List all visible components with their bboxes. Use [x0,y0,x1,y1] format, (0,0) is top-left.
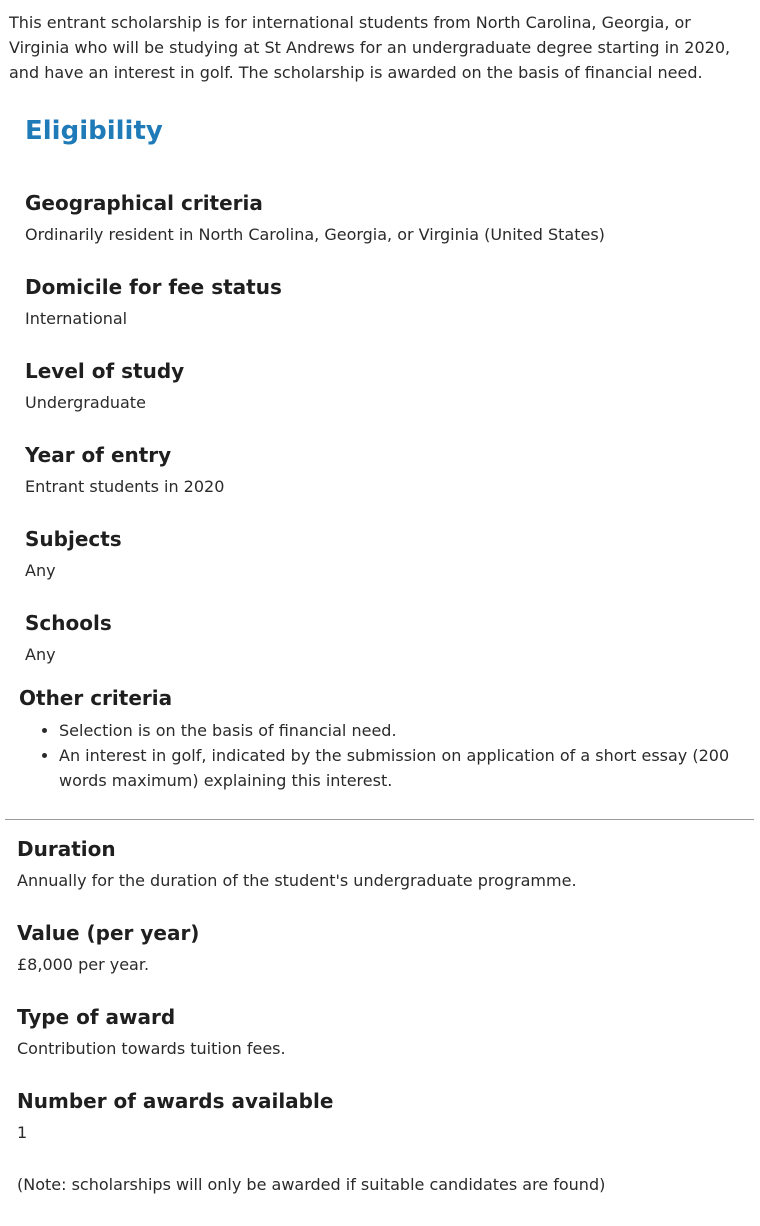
award-label: Duration [17,837,116,861]
criterion-value: Any [25,645,56,664]
list-item: • An interest in golf, indicated by the submission on application of a short essay (200 words maximum) explaining this interest. [59,743,739,793]
section-divider [5,819,754,820]
award-value: Contribution towards tuition fees. [17,1039,286,1058]
award-type [17,1003,737,1061]
note-text: (Note: scholarships will only be awarded if suitable candidates are found) [17,1175,606,1194]
intro-paragraph: This entrant scholarship is for international students from North Carolina, Georgia, or Virginia who will be studying at St Andrews for an undergraduate degree starting in 2020, and have an interest in golf. The scholarship is awarded on the basis of financial need. [9,13,731,82]
criterion-label: Domicile for fee status [25,275,282,299]
criterion-year-of-entry [25,441,725,499]
criterion-value: Ordinarily resident in North Carolina, Georgia, or Virginia (United States) [25,225,605,244]
criterion-schools [25,609,725,667]
other-criteria-list [19,718,739,793]
list-item: • Selection is on the basis of financial need. [59,718,739,743]
criterion-label: Level of study [25,359,185,383]
award-value: Annually for the duration of the student's undergraduate programme. [17,871,577,890]
criterion-subjects [25,525,725,583]
award-label: Type of award [17,1005,176,1029]
criterion-value: Any [25,561,56,580]
criterion-value: Entrant students in 2020 [25,477,225,496]
other-criteria-heading: Other criteria [19,686,173,710]
award-label: Value (per year) [17,921,200,945]
criterion-geographical [25,189,725,247]
award-value: 1 [17,1123,28,1142]
criterion-domicile [25,273,725,331]
criterion-level-of-study [25,357,725,415]
award-label: Number of awards available [17,1089,334,1113]
award-number-available [17,1087,737,1145]
award-value: £8,000 per year. [17,955,150,974]
criterion-label: Geographical criteria [25,191,263,215]
award-duration [17,835,737,893]
criterion-label: Schools [25,611,112,635]
criterion-value: Undergraduate [25,393,146,412]
other-criteria [19,684,739,793]
criterion-label: Year of entry [25,443,172,467]
criterion-label: Subjects [25,527,122,551]
criterion-value: International [25,309,128,328]
award-value-per-year [17,919,737,977]
eligibility-heading: Eligibility [25,116,163,146]
